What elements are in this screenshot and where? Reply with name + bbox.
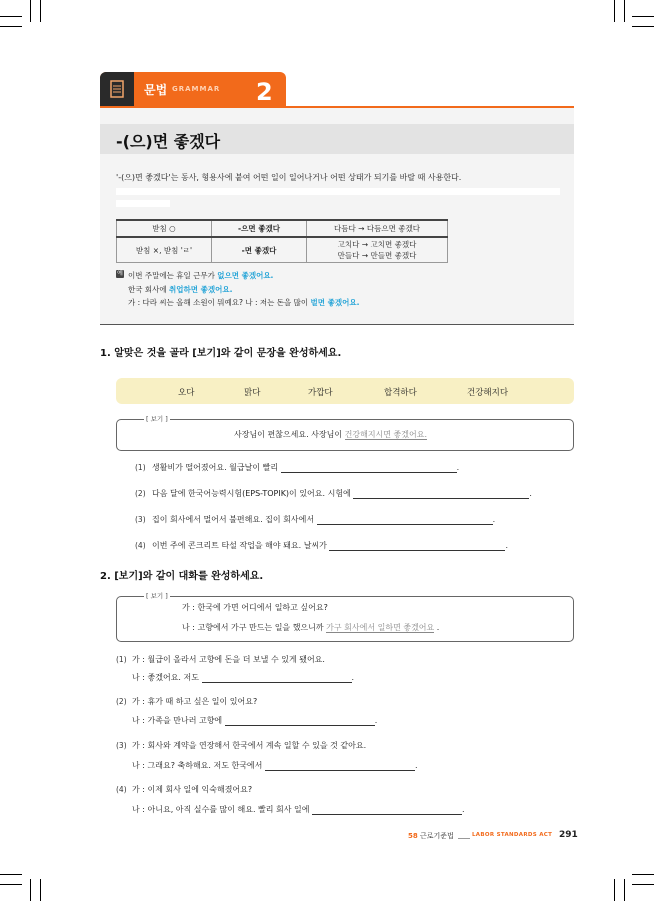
item-number: (4) <box>135 541 146 550</box>
redacted-bar <box>116 188 560 195</box>
answer-blank[interactable] <box>265 761 415 771</box>
crop-mark <box>614 0 615 22</box>
page-number: 291 <box>559 830 578 840</box>
item-text: 나 : 그래요? 축하해요. 저도 한국에서 <box>132 761 263 770</box>
example-highlight: 없으면 좋겠어요. <box>217 271 274 280</box>
footer-chapter-number: 58 <box>408 832 418 840</box>
item-text: 생활비가 떨어졌어요. 월급날이 빨리 <box>152 463 279 472</box>
crop-mark <box>624 879 625 901</box>
word-bank-item: 건강해지다 <box>467 388 509 398</box>
word-bank-item: 맑다 <box>244 388 261 398</box>
example-text: 사장님이 편찮으세요. 사장님이 <box>234 430 345 439</box>
example-answer: 가구 회사에서 일하면 좋겠어요 <box>326 623 435 632</box>
item-number: (2) <box>135 489 146 498</box>
dialogue-answer: 나 : 아니요, 아직 실수를 많이 해요. 빨리 회사 일에 . <box>132 805 465 814</box>
crop-mark <box>632 26 654 27</box>
table-cell: 받침 ○ <box>117 220 212 237</box>
example-sentence <box>128 284 232 295</box>
crop-mark <box>30 0 31 22</box>
item-text: 다음 달에 한국어능력시험(EPS-TOPIK)이 있어요. 시험에 <box>152 489 351 498</box>
conjugation-table <box>116 219 448 263</box>
table-cell: -으면 좋겠다 <box>212 220 307 237</box>
grammar-title: -(으)면 좋겠다 <box>116 132 221 151</box>
footer-chapter-title: 근로기준법 <box>420 832 454 840</box>
crop-mark <box>632 16 654 17</box>
question-1-title: 1. 알맞은 것을 골라 [보기]와 같이 문장을 완성하세요. <box>100 348 342 359</box>
example-highlight: 취업하면 좋겠어요. <box>169 285 233 294</box>
item-number: (3) <box>135 515 146 524</box>
table-row <box>117 237 448 263</box>
crop-mark <box>632 884 654 885</box>
example-text: 가 : 다라 씨는 올해 소원이 뭐예요? 나 : 저는 돈을 많이 <box>128 298 311 307</box>
exercise-item: 집이 회사에서 멀어서 불편해요. 집이 회사에서 . <box>152 515 496 524</box>
item-text: 집이 회사에서 멀어서 불편해요. 집이 회사에서 <box>152 515 315 524</box>
dialogue-line: 가 : 회사와 계약을 연장해서 한국에서 계속 일할 수 있을 것 같아요. <box>132 741 367 750</box>
dialogue-line: 가 : 이제 회사 일에 익숙해졌어요? <box>132 785 253 794</box>
grammar-description: '-(으)면 좋겠다'는 동사, 형용사에 붙여 어떤 일이 일어나거나 어떤 상태가 되기를 바랄 때 사용한다. <box>116 173 462 182</box>
example-text: 이번 주말에는 휴일 근무가 <box>128 271 218 280</box>
answer-blank[interactable] <box>329 541 505 551</box>
tab-english: GRAMMAR <box>172 85 221 93</box>
footer-chapter-english: LABOR STANDARDS ACT <box>472 832 553 838</box>
crop-mark <box>0 874 22 875</box>
dialogue-line: 가 : 휴가 때 하고 싶은 일이 있어요? <box>132 697 258 706</box>
example-text: 한국 회사에 <box>128 285 169 294</box>
crop-mark <box>624 0 625 22</box>
answer-blank[interactable] <box>202 673 352 683</box>
example-sentence <box>128 297 359 308</box>
item-number: (3) <box>116 741 127 750</box>
exercise-item: 다음 달에 한국어능력시험(EPS-TOPIK)이 있어요. 시험에 . <box>152 489 532 498</box>
crop-mark <box>0 884 22 885</box>
question-2-title: 2. [보기]와 같이 대화를 완성하세요. <box>100 571 264 582</box>
crop-mark <box>40 0 41 22</box>
example-sentence <box>234 429 427 440</box>
answer-blank[interactable] <box>312 805 462 815</box>
dialogue-answer: 나 : 그래요? 축하해요. 저도 한국에서 . <box>132 761 418 770</box>
word-bank-item: 오다 <box>178 388 195 398</box>
tab-number: 2 <box>256 78 273 106</box>
crop-mark <box>30 879 31 901</box>
exercise-item: 이번 주에 콘크리트 타설 작업을 해야 돼요. 날씨가 . <box>152 541 508 550</box>
word-bank-item: 합격하다 <box>384 388 417 398</box>
redacted-bar <box>116 200 170 207</box>
table-cell-line: 만들다 → 만들면 좋겠다 <box>337 251 417 260</box>
dialogue-answer: 나 : 좋겠어요. 저도 . <box>132 673 355 682</box>
dialogue-answer: 나 : 가족을 만나러 고향에 . <box>132 716 378 725</box>
table-cell: 받침 ×, 받침 'ㄹ' <box>117 237 212 263</box>
item-text: 이번 주에 콘크리트 타설 작업을 해야 돼요. 날씨가 <box>152 541 327 550</box>
example-line: 가 : 한국에 가면 어디에서 일하고 싶어요? <box>182 603 328 612</box>
answer-blank[interactable] <box>225 716 375 726</box>
item-number: (2) <box>116 697 127 706</box>
item-number: (1) <box>135 463 146 472</box>
item-text: 나 : 가족을 만나러 고향에 <box>132 716 223 725</box>
item-text: 나 : 좋겠어요. 저도 <box>132 673 199 682</box>
document-icon <box>100 72 134 106</box>
table-row <box>117 220 448 237</box>
crop-mark <box>614 879 615 901</box>
crop-mark <box>0 26 22 27</box>
table-cell: -면 좋겠다 <box>212 237 307 263</box>
table-cell-line: 고치다 → 고치면 좋겠다 <box>337 240 417 249</box>
example-badge: 예 <box>117 270 123 277</box>
item-number: (4) <box>116 785 127 794</box>
example-answer: 건강해지시면 좋겠어요. <box>344 430 428 439</box>
example-sentence: 나 : 고향에서 가구 만드는 일을 했으니까 가구 회사에서 일하면 좋겠어요 . <box>182 623 440 632</box>
exercise-item: 생활비가 떨어졌어요. 월급날이 빨리 . <box>152 463 460 472</box>
example-highlight: 벌면 좋겠어요. <box>310 298 360 307</box>
answer-blank[interactable] <box>317 515 493 525</box>
crop-mark <box>40 879 41 901</box>
example-label: [ 보기 ] <box>146 592 168 600</box>
example-sentence <box>128 270 273 281</box>
crop-mark <box>0 16 22 17</box>
item-number: (1) <box>116 655 127 664</box>
table-cell <box>307 237 448 263</box>
table-cell: 다듬다 → 다듬으면 좋겠다 <box>307 220 448 237</box>
example-label: [ 보기 ] <box>146 415 168 423</box>
footer-divider <box>458 838 470 839</box>
answer-blank[interactable] <box>281 463 457 473</box>
dialogue-line: 가 : 월급이 올라서 고향에 돈을 더 보낼 수 있게 됐어요. <box>132 655 325 664</box>
item-text: 나 : 아니요, 아직 실수를 많이 해요. 빨리 회사 일에 <box>132 805 310 814</box>
crop-mark <box>632 874 654 875</box>
answer-blank[interactable] <box>353 489 529 499</box>
tab-word: 문법 <box>144 83 168 97</box>
example-text: 나 : 고향에서 가구 만드는 일을 했으니까 <box>182 623 327 632</box>
word-bank-item: 가깝다 <box>308 388 333 398</box>
